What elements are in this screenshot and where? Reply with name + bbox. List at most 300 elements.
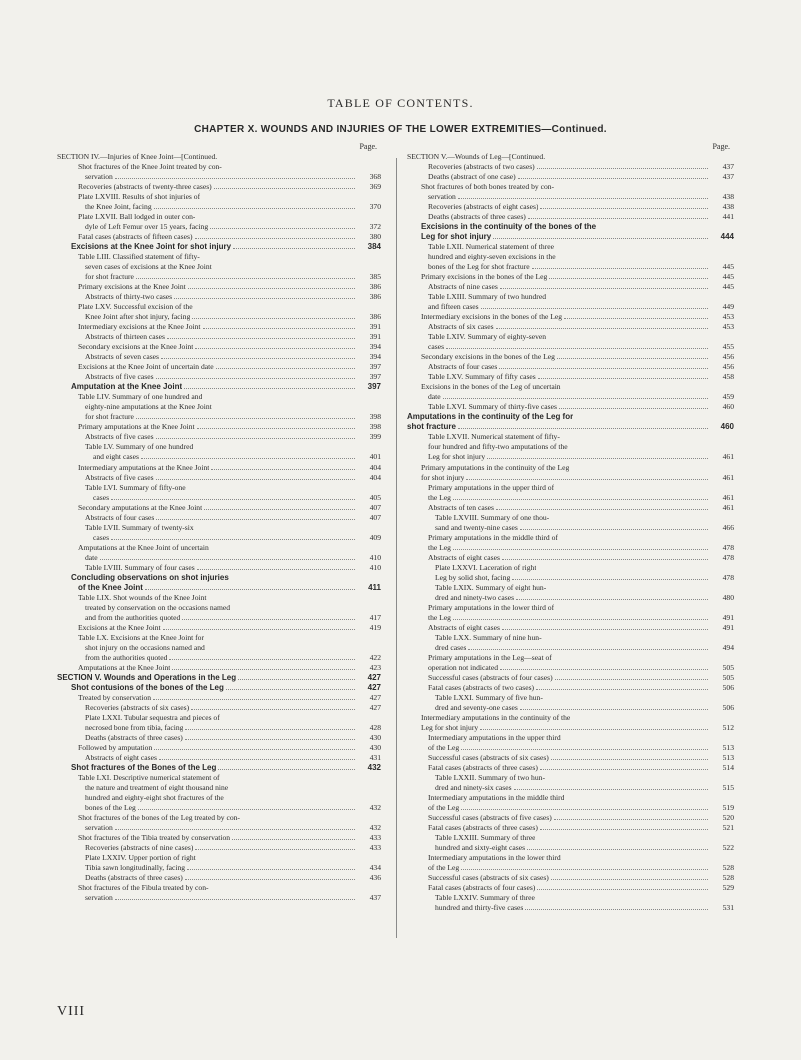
toc-entry-text: from the authorities quoted — [85, 652, 168, 662]
dot-leader — [163, 629, 355, 630]
toc-entry-page: 410 — [369, 562, 381, 572]
toc-entry — [57, 452, 381, 462]
toc-entry-page: 386 — [369, 292, 381, 302]
toc-entry-text: the Leg — [428, 612, 451, 622]
toc-entry-text: Secondary excisions at the Knee Joint — [78, 342, 194, 352]
toc-entry — [57, 803, 381, 813]
toc-entry-text: Table LXXI. Summary of five hun- — [435, 692, 543, 702]
toc-entry — [57, 643, 381, 653]
toc-entry — [407, 893, 734, 903]
toc-entry-text: Deaths (abstract of one case) — [428, 172, 516, 182]
toc-entry-text: Shot fractures of the Knee Joint treated by con- — [78, 162, 222, 172]
toc-entry-text: Plate LXVIII. Results of shot injuries of — [78, 192, 201, 202]
toc-entry — [57, 783, 381, 793]
toc-entry — [57, 242, 381, 252]
toc-entry — [57, 793, 381, 803]
toc-entry-page: 445 — [722, 262, 734, 272]
dot-leader — [481, 308, 708, 309]
dot-leader — [458, 198, 708, 199]
dot-leader — [540, 829, 708, 830]
toc-entry — [57, 412, 381, 422]
dot-leader — [156, 519, 355, 520]
toc-entry — [57, 753, 381, 763]
toc-entry-text: Excisions at the Knee Joint of uncertain date — [78, 362, 214, 372]
toc-entry — [407, 823, 734, 833]
toc-entry — [407, 162, 734, 172]
dot-leader — [185, 729, 355, 730]
toc-entry-text: Table LXXIV. Summary of three — [435, 893, 535, 903]
toc-entry — [57, 493, 381, 503]
dot-leader — [461, 809, 708, 810]
dot-leader — [153, 699, 355, 700]
dot-leader — [557, 358, 708, 359]
toc-entry-text: Deaths (abstracts of three cases) — [428, 212, 526, 222]
toc-entry-page: 460 — [722, 402, 734, 412]
toc-entry-page: 478 — [722, 552, 734, 562]
dot-leader — [453, 499, 708, 500]
dot-leader — [238, 679, 355, 680]
toc-entry-text: Abstracts of eight cases — [85, 752, 157, 762]
toc-entry-text: cases — [93, 492, 110, 502]
toc-entry — [407, 703, 734, 713]
toc-entry — [57, 833, 381, 843]
toc-entry-page: 432 — [369, 823, 381, 833]
toc-entry-text: Excisions at the Knee Joint for shot injury — [71, 242, 232, 252]
dot-leader — [195, 238, 356, 239]
dot-leader — [174, 298, 355, 299]
toc-entry-page: 459 — [722, 392, 734, 402]
toc-entry — [407, 833, 734, 843]
toc-entry-text: Excisions in the continuity of the bones of the — [421, 222, 597, 232]
toc-entry-text: Deaths (abstracts of three cases) — [85, 873, 183, 883]
toc-entry — [57, 382, 381, 392]
toc-entry — [407, 623, 734, 633]
toc-entry-page: 394 — [369, 342, 381, 352]
toc-entry-text: Abstracts of thirteen cases — [85, 332, 165, 342]
toc-entry-page: 427 — [369, 702, 381, 712]
toc-entry-text: Recoveries (abstracts of six cases) — [85, 702, 190, 712]
toc-entry — [407, 402, 734, 412]
toc-entry-text: dyle of Left Femur over 15 years, facing — [85, 222, 209, 232]
toc-entry-text: Abstracts of four cases — [85, 512, 155, 522]
toc-entry-text: Shot fractures of the Tibia treated by conservation — [78, 833, 231, 843]
toc-entry — [57, 372, 381, 382]
toc-entry — [407, 463, 734, 473]
toc-entry — [407, 663, 734, 673]
dot-leader — [159, 759, 355, 760]
toc-entry-text: bones of the Leg for shot fracture — [428, 262, 530, 272]
dot-leader — [551, 879, 708, 880]
dot-leader — [538, 378, 708, 379]
toc-entry-text: for shot fracture — [85, 272, 134, 282]
dot-leader — [214, 188, 355, 189]
toc-entry-text: hundred and sixty-eight cases — [435, 843, 526, 853]
toc-entry — [407, 583, 734, 593]
dot-leader — [458, 428, 708, 429]
toc-entry-text: of the Leg — [428, 803, 460, 813]
toc-entry-text: Abstracts of eight cases — [428, 622, 500, 632]
toc-entry — [57, 653, 381, 663]
dot-leader — [466, 479, 708, 480]
dot-leader — [453, 549, 708, 550]
toc-entry — [407, 613, 734, 623]
toc-entry — [407, 573, 734, 583]
toc-entry-text: Recoveries (abstracts of eight cases) — [428, 202, 539, 212]
toc-entry-page: 434 — [369, 863, 381, 873]
dot-leader — [203, 328, 355, 329]
toc-entry — [57, 883, 381, 893]
dot-leader — [520, 709, 708, 710]
toc-entry — [57, 442, 381, 452]
toc-entry-page: 437 — [722, 162, 734, 172]
toc-entry-text: hundred and eighty-eight shot fractures of the — [85, 793, 224, 803]
toc-entry-page: 386 — [369, 312, 381, 322]
toc-entry-text: and from the authorities quoted — [85, 612, 181, 622]
toc-entry — [57, 823, 381, 833]
toc-entry-page: 391 — [369, 332, 381, 342]
toc-entry — [407, 342, 734, 352]
toc-entry-text: Table LV. Summary of one hundred — [85, 442, 194, 452]
dot-leader — [100, 559, 355, 560]
toc-entry — [407, 272, 734, 282]
dot-leader — [156, 378, 355, 379]
dot-leader — [559, 408, 708, 409]
dot-leader — [468, 649, 708, 650]
toc-entry-text: Shot fractures of the Bones of the Leg — [71, 762, 217, 772]
toc-entry — [57, 272, 381, 282]
toc-entry-page: 519 — [722, 803, 734, 813]
toc-entry-page: 427 — [367, 672, 381, 682]
toc-entry — [57, 563, 381, 573]
toc-entry-text: Concluding observations on shot injuries — [71, 572, 229, 582]
toc-entry — [57, 553, 381, 563]
toc-entry-text: date — [85, 552, 98, 562]
toc-entry — [407, 362, 734, 372]
toc-entry-page: 438 — [722, 192, 734, 202]
toc-entry-page: 370 — [369, 202, 381, 212]
toc-entry — [407, 753, 734, 763]
toc-entry-page: 515 — [722, 783, 734, 792]
dot-leader — [461, 869, 708, 870]
toc-entry-page: 407 — [369, 502, 381, 512]
toc-entry — [57, 262, 381, 272]
toc-entry-text: shot fracture — [407, 422, 456, 432]
toc-entry-page: 453 — [722, 312, 734, 322]
toc-entry — [407, 713, 734, 723]
toc-entry — [57, 633, 381, 643]
dot-leader — [210, 228, 355, 229]
toc-entry — [407, 903, 734, 913]
toc-entry-page: 445 — [722, 272, 734, 282]
dot-leader — [197, 428, 355, 429]
toc-entry — [57, 352, 381, 362]
toc-entry-text: Plate LXXI. Tubular sequestra and pieces of — [85, 712, 220, 722]
toc-entry-text: Knee Joint after shot injury, facing — [85, 312, 191, 322]
toc-entry-text: the nature and treatment of eight thousand nine — [85, 783, 229, 792]
toc-entry-text: Amputations at the Knee Joint — [78, 662, 171, 672]
toc-entry-text: Table LVIII. Summary of four cases — [85, 562, 195, 572]
toc-entry — [57, 483, 381, 493]
toc-entry — [57, 192, 381, 202]
dot-leader — [136, 278, 355, 279]
toc-entry-text: Abstracts of five cases — [85, 432, 154, 442]
toc-entry-page: 529 — [722, 883, 734, 893]
dot-leader — [453, 619, 708, 620]
dot-leader — [136, 418, 355, 419]
toc-entry — [407, 533, 734, 543]
toc-entry — [57, 182, 381, 192]
toc-entry-page: 410 — [369, 552, 381, 562]
toc-entry — [407, 152, 734, 162]
toc-entry-page: 399 — [369, 432, 381, 442]
toc-entry-text: Leg for shot injury — [428, 452, 486, 462]
toc-entry-page: 441 — [722, 212, 734, 222]
toc-entry — [57, 663, 381, 673]
toc-entry — [407, 452, 734, 462]
toc-entry — [407, 292, 734, 302]
toc-entry — [407, 242, 734, 252]
dot-leader — [516, 599, 708, 600]
toc-entry — [57, 463, 381, 473]
toc-entry-text: Table LXIV. Summary of eighty-seven — [428, 332, 547, 342]
toc-entry-text: Successful cases (abstracts of five cases) — [428, 813, 552, 823]
toc-entry-page: 491 — [722, 612, 734, 622]
toc-entry — [57, 603, 381, 613]
toc-entry — [407, 312, 734, 322]
toc-entry-text: date — [428, 392, 441, 402]
toc-entry-page: 433 — [369, 843, 381, 853]
toc-entry-page: 369 — [369, 182, 381, 192]
toc-entry — [57, 893, 381, 903]
toc-entry-page: 458 — [722, 372, 734, 382]
toc-entry — [57, 583, 381, 593]
toc-entry — [57, 573, 381, 583]
dot-leader — [154, 208, 355, 209]
toc-entry — [57, 232, 381, 242]
toc-entry — [57, 432, 381, 442]
toc-entry-text: Successful cases (abstracts of six cases) — [428, 752, 549, 762]
toc-entry — [407, 693, 734, 703]
toc-entry-page: 427 — [367, 682, 381, 692]
toc-entry-text: dred and ninety-six cases — [435, 783, 512, 792]
toc-entry-text: Primary amputations in the Leg—seat of — [428, 652, 552, 662]
toc-entry-page: 521 — [722, 823, 734, 833]
toc-entry — [57, 302, 381, 312]
toc-entry-page: 386 — [369, 282, 381, 292]
toc-entry-text: SECTION IV.—Injuries of Knee Joint—[Continued. — [57, 152, 218, 162]
toc-entry — [407, 643, 734, 653]
toc-entry-text: Table LIV. Summary of one hundred and — [78, 392, 203, 402]
toc-entry-page: 436 — [369, 873, 381, 883]
toc-entry — [57, 683, 381, 693]
toc-entry-text: Table LVII. Summary of twenty-six — [85, 522, 194, 532]
toc-entry-text: Leg by solid shot, facing — [435, 572, 511, 582]
toc-entry — [407, 813, 734, 823]
dot-leader — [500, 669, 708, 670]
toc-entry-page: 397 — [369, 362, 381, 372]
toc-entry — [407, 172, 734, 182]
page-title: TABLE OF CONTENTS. — [327, 96, 474, 110]
toc-entry-text: Table LXVIII. Summary of one thou- — [435, 512, 550, 522]
dot-leader — [540, 208, 708, 209]
left-entries — [57, 152, 381, 903]
toc-entry-page: 505 — [722, 672, 734, 682]
toc-entry-page: 397 — [369, 372, 381, 382]
toc-entry — [57, 543, 381, 553]
dot-leader — [141, 458, 355, 459]
toc-entry — [57, 292, 381, 302]
toc-entry — [57, 473, 381, 483]
dot-leader — [518, 178, 708, 179]
toc-entry-page: 398 — [369, 422, 381, 432]
toc-entry-page: 423 — [369, 662, 381, 672]
toc-entry-text: Shot contusions of the bones of the Leg — [71, 682, 224, 692]
toc-entry — [407, 202, 734, 212]
toc-entry — [407, 382, 734, 392]
toc-entry — [407, 773, 734, 783]
toc-entry — [57, 703, 381, 713]
toc-entry-page: 528 — [722, 863, 734, 873]
toc-entry-page: 461 — [722, 472, 734, 482]
chapter-heading: CHAPTER X. WOUNDS AND INJURIES OF THE LOWER EXTREMITIES—Continued. — [194, 124, 607, 135]
toc-entry — [57, 763, 381, 773]
toc-entry — [57, 322, 381, 332]
toc-entry — [407, 282, 734, 292]
toc-entry-text: for shot fracture — [85, 412, 134, 422]
toc-entry — [57, 332, 381, 342]
toc-entry-page: 438 — [722, 202, 734, 212]
toc-entry-text: Recoveries (abstracts of nine cases) — [85, 843, 194, 853]
dot-leader — [564, 318, 708, 319]
toc-entry-page: 506 — [722, 682, 734, 692]
toc-entry-text: Amputations at the Knee Joint of uncertain — [78, 542, 209, 552]
toc-entry-text: Table LXI. Descriptive numerical statement of — [78, 772, 220, 782]
toc-entry-page: 404 — [369, 462, 381, 472]
toc-entry-page: 391 — [369, 322, 381, 332]
toc-entry — [407, 653, 734, 663]
toc-entry-page: 372 — [369, 222, 381, 232]
toc-entry-page: 404 — [369, 472, 381, 482]
toc-entry — [407, 793, 734, 803]
toc-entry-page: 432 — [369, 803, 381, 813]
toc-entry — [407, 603, 734, 613]
toc-entry-text: servation — [85, 893, 113, 903]
toc-entry — [57, 392, 381, 402]
toc-entry — [407, 503, 734, 513]
toc-entry-text: of the Leg — [428, 863, 460, 873]
toc-entry-page: 512 — [722, 722, 734, 732]
toc-entry-text: Treated by conservation — [78, 692, 152, 702]
toc-entry — [407, 803, 734, 813]
toc-entry-page: 394 — [369, 352, 381, 362]
toc-entry — [57, 312, 381, 322]
page-column-label: Page. — [359, 142, 377, 151]
toc-entry — [57, 222, 381, 232]
toc-entry — [57, 843, 381, 853]
toc-entry-text: treated by conservation on the occasions named — [85, 602, 231, 612]
toc-entry-text: Plate LXV. Successful excision of the — [78, 302, 193, 312]
dot-leader — [480, 729, 708, 730]
toc-entry-page: 461 — [722, 502, 734, 512]
dot-leader — [216, 368, 355, 369]
dot-leader — [191, 709, 355, 710]
toc-entry — [407, 883, 734, 893]
toc-entry-text: Plate LXXVI. Laceration of right — [435, 562, 537, 572]
dot-leader — [218, 769, 355, 770]
toc-entry-page: 480 — [722, 592, 734, 602]
dot-leader — [502, 629, 708, 630]
page-column-label: Page. — [712, 142, 730, 151]
toc-entry-page: 405 — [369, 492, 381, 502]
toc-entry-page: 453 — [722, 322, 734, 332]
toc-entry-text: Primary excisions in the bones of the Leg — [421, 272, 548, 282]
toc-entry — [407, 673, 734, 683]
toc-entry — [407, 432, 734, 442]
dot-leader — [232, 839, 355, 840]
toc-entry-text: hundred and eighty-seven excisions in the — [428, 252, 556, 262]
dot-leader — [197, 569, 355, 570]
toc-entry — [57, 282, 381, 292]
toc-entry — [407, 372, 734, 382]
toc-entry — [407, 633, 734, 643]
dot-leader — [172, 669, 355, 670]
toc-entry-page: 528 — [722, 873, 734, 883]
toc-entry-text: Deaths (abstracts of three cases) — [85, 732, 183, 742]
toc-entry-page: 456 — [722, 352, 734, 362]
dot-leader — [156, 438, 355, 439]
toc-entry — [407, 523, 734, 533]
toc-entry-page: 432 — [367, 762, 381, 772]
toc-entry-text: Intermediary amputations at the Knee Joint — [78, 462, 210, 472]
toc-entry-text: servation — [428, 192, 456, 202]
toc-entry — [407, 483, 734, 493]
toc-entry-text: Table LXVI. Summary of thirty-five cases — [428, 402, 557, 412]
toc-entry-text: the Knee Joint, facing — [85, 202, 152, 212]
toc-entry — [407, 392, 734, 402]
toc-entry-text: Followed by amputation — [78, 742, 153, 752]
toc-entry-text: and eight cases — [93, 452, 139, 462]
toc-entry-page: 407 — [369, 512, 381, 522]
toc-entry-text: dred and seventy-one cases — [435, 702, 518, 712]
toc-entry-text: cases — [93, 532, 110, 542]
toc-entry-text: Abstracts of five cases — [85, 472, 154, 482]
dot-leader — [138, 809, 355, 810]
dot-leader — [514, 789, 708, 790]
toc-entry — [57, 523, 381, 533]
toc-entry — [57, 863, 381, 873]
toc-entry-text: cases — [428, 342, 445, 352]
toc-entry-text: the Leg — [428, 542, 451, 552]
toc-entry-page: 437 — [722, 172, 734, 182]
toc-entry-text: SECTION V.—Wounds of Leg—[Continued. — [407, 152, 546, 162]
toc-entry-text: shot injury on the occasions named and — [85, 642, 205, 652]
toc-entry — [407, 873, 734, 883]
toc-entry-page: 514 — [722, 762, 734, 772]
toc-entry-text: Successful cases (abstracts of four cases) — [428, 672, 553, 682]
toc-entry-text: hundred and thirty-five cases — [435, 903, 524, 913]
dot-leader — [487, 458, 708, 459]
toc-entry — [407, 853, 734, 863]
toc-entry — [407, 222, 734, 232]
toc-entry-text: Table LXIX. Summary of eight hun- — [435, 582, 547, 592]
toc-entry-text: four hundred and fifty-two amputations of the — [428, 442, 568, 452]
dot-leader — [540, 769, 708, 770]
toc-entry-text: Table LVI. Summary of fifty-one — [85, 482, 186, 492]
toc-entry-text: Table LIII. Classified statement of fifty- — [78, 252, 200, 262]
toc-entry — [407, 593, 734, 603]
dot-leader — [502, 559, 708, 560]
toc-entry — [57, 773, 381, 783]
